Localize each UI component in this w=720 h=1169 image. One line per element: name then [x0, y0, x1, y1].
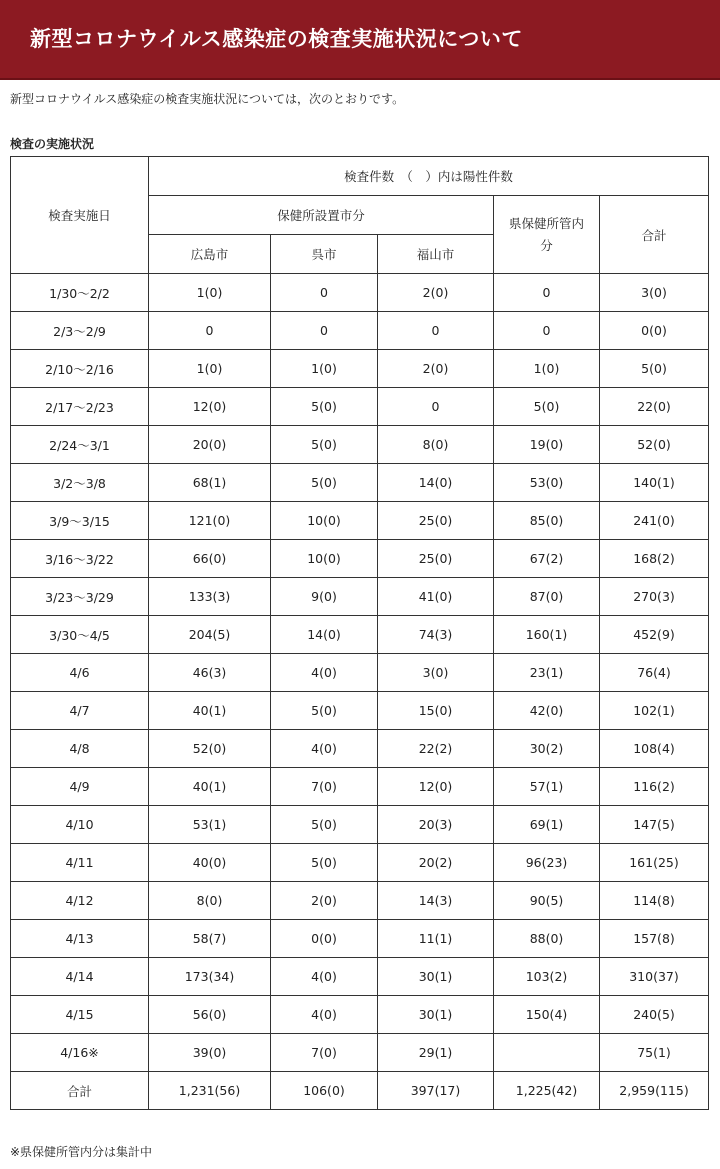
cell-total: 2,959(115) [600, 1072, 709, 1110]
cell-hiroshima: 121(0) [149, 502, 271, 540]
cell-hiroshima: 56(0) [149, 996, 271, 1034]
cell-pref [494, 1034, 600, 1072]
cell-date: 4/16※ [11, 1034, 149, 1072]
cell-pref: 96(23) [494, 844, 600, 882]
cell-hiroshima: 12(0) [149, 388, 271, 426]
cell-hiroshima: 20(0) [149, 426, 271, 464]
cell-date: 4/13 [11, 920, 149, 958]
cell-kure: 4(0) [271, 996, 378, 1034]
cell-hiroshima: 1,231(56) [149, 1072, 271, 1110]
cell-total: 76(4) [600, 654, 709, 692]
table-row [11, 502, 709, 540]
cell-date: 合計 [11, 1072, 149, 1110]
cell-date: 4/11 [11, 844, 149, 882]
cell-fukuyama: 25(0) [378, 502, 494, 540]
cell-hiroshima: 40(1) [149, 692, 271, 730]
table-row [11, 958, 709, 996]
cell-total: 452(9) [600, 616, 709, 654]
header-row-1 [11, 157, 709, 196]
cell-fukuyama: 0 [378, 312, 494, 350]
cell-pref: 160(1) [494, 616, 600, 654]
cell-pref: 0 [494, 274, 600, 312]
cell-kure: 5(0) [271, 844, 378, 882]
header-pref [494, 196, 600, 274]
header-fukuyama: 福山市 [378, 235, 494, 274]
cell-total: 108(4) [600, 730, 709, 768]
cell-fukuyama: 30(1) [378, 958, 494, 996]
cell-date: 3/2～3/8 [11, 464, 149, 502]
cell-kure: 7(0) [271, 1034, 378, 1072]
table-row [11, 616, 709, 654]
table-row [11, 312, 709, 350]
cell-fukuyama: 2(0) [378, 350, 494, 388]
cell-fukuyama: 12(0) [378, 768, 494, 806]
header-date: 検査実施日 [11, 157, 149, 274]
table-row [11, 768, 709, 806]
table-row [11, 654, 709, 692]
cell-hiroshima: 66(0) [149, 540, 271, 578]
cell-fukuyama: 11(1) [378, 920, 494, 958]
cell-kure: 9(0) [271, 578, 378, 616]
page-header [0, 0, 720, 80]
cell-kure: 0 [271, 274, 378, 312]
cell-fukuyama: 8(0) [378, 426, 494, 464]
cell-total: 116(2) [600, 768, 709, 806]
header-total: 合計 [600, 196, 709, 274]
cell-pref: 87(0) [494, 578, 600, 616]
section-heading: 検査の実施状況 [10, 137, 95, 151]
cell-pref: 23(1) [494, 654, 600, 692]
cell-date: 1/30～2/2 [11, 274, 149, 312]
cell-total: 0(0) [600, 312, 709, 350]
total-row [11, 1072, 709, 1110]
cell-hiroshima: 1(0) [149, 274, 271, 312]
cell-date: 2/17～2/23 [11, 388, 149, 426]
table-row [11, 996, 709, 1034]
cell-kure: 1(0) [271, 350, 378, 388]
cell-pref: 103(2) [494, 958, 600, 996]
table-row [11, 844, 709, 882]
cell-hiroshima: 53(1) [149, 806, 271, 844]
header-city-group: 保健所設置市分 [149, 196, 494, 235]
cell-pref: 1(0) [494, 350, 600, 388]
cell-kure: 4(0) [271, 958, 378, 996]
cell-pref: 0 [494, 312, 600, 350]
table-row [11, 578, 709, 616]
cell-kure: 5(0) [271, 426, 378, 464]
cell-total: 102(1) [600, 692, 709, 730]
cell-date: 4/7 [11, 692, 149, 730]
table-row [11, 806, 709, 844]
cell-total: 168(2) [600, 540, 709, 578]
table-row [11, 464, 709, 502]
cell-hiroshima: 0 [149, 312, 271, 350]
cell-pref: 30(2) [494, 730, 600, 768]
cell-kure: 5(0) [271, 464, 378, 502]
cell-kure: 106(0) [271, 1072, 378, 1110]
cell-pref: 1,225(42) [494, 1072, 600, 1110]
cell-kure: 5(0) [271, 388, 378, 426]
cell-fukuyama: 0 [378, 388, 494, 426]
cell-kure: 10(0) [271, 502, 378, 540]
header-pref-label: 県保健所管内分 [508, 215, 584, 253]
cell-date: 2/10～2/16 [11, 350, 149, 388]
cell-hiroshima: 40(1) [149, 768, 271, 806]
cell-fukuyama: 2(0) [378, 274, 494, 312]
cell-date: 3/23～3/29 [11, 578, 149, 616]
cell-date: 3/16～3/22 [11, 540, 149, 578]
cell-fukuyama: 29(1) [378, 1034, 494, 1072]
header-hiroshima: 広島市 [149, 235, 271, 274]
cell-fukuyama: 20(3) [378, 806, 494, 844]
cell-date: 4/6 [11, 654, 149, 692]
cell-kure: 0 [271, 312, 378, 350]
table-row [11, 920, 709, 958]
cell-hiroshima: 39(0) [149, 1034, 271, 1072]
cell-total: 5(0) [600, 350, 709, 388]
cell-date: 4/15 [11, 996, 149, 1034]
testing-status-table [10, 156, 709, 1110]
cell-total: 157(8) [600, 920, 709, 958]
cell-kure: 2(0) [271, 882, 378, 920]
cell-date: 3/30～4/5 [11, 616, 149, 654]
cell-total: 22(0) [600, 388, 709, 426]
cell-kure: 4(0) [271, 654, 378, 692]
cell-hiroshima: 40(0) [149, 844, 271, 882]
cell-pref: 150(4) [494, 996, 600, 1034]
header-kure: 呉市 [271, 235, 378, 274]
cell-kure: 5(0) [271, 692, 378, 730]
cell-hiroshima: 8(0) [149, 882, 271, 920]
cell-kure: 7(0) [271, 768, 378, 806]
cell-date: 4/8 [11, 730, 149, 768]
cell-fukuyama: 14(0) [378, 464, 494, 502]
table-row [11, 692, 709, 730]
cell-total: 241(0) [600, 502, 709, 540]
cell-date: 4/10 [11, 806, 149, 844]
table-row [11, 274, 709, 312]
table-row [11, 882, 709, 920]
cell-total: 240(5) [600, 996, 709, 1034]
cell-kure: 10(0) [271, 540, 378, 578]
cell-pref: 90(5) [494, 882, 600, 920]
cell-pref: 88(0) [494, 920, 600, 958]
page-title: 新型コロナウイルス感染症の検査実施状況について [30, 27, 523, 51]
cell-kure: 0(0) [271, 920, 378, 958]
cell-pref: 19(0) [494, 426, 600, 464]
cell-total: 270(3) [600, 578, 709, 616]
header-count-title: 検査件数 （ ）内は陽性件数 [149, 157, 709, 196]
table-row [11, 426, 709, 464]
table-row [11, 540, 709, 578]
cell-total: 114(8) [600, 882, 709, 920]
cell-total: 3(0) [600, 274, 709, 312]
intro-text: 新型コロナウイルス感染症の検査実施状況については，次のとおりです。 [10, 92, 405, 106]
cell-hiroshima: 133(3) [149, 578, 271, 616]
cell-fukuyama: 41(0) [378, 578, 494, 616]
cell-fukuyama: 3(0) [378, 654, 494, 692]
cell-kure: 5(0) [271, 806, 378, 844]
cell-hiroshima: 68(1) [149, 464, 271, 502]
cell-hiroshima: 173(34) [149, 958, 271, 996]
cell-total: 147(5) [600, 806, 709, 844]
footnote: ※県保健所管内分は集計中 [10, 1145, 153, 1159]
table-row [11, 1034, 709, 1072]
cell-pref: 42(0) [494, 692, 600, 730]
cell-date: 2/24～3/1 [11, 426, 149, 464]
cell-date: 4/12 [11, 882, 149, 920]
cell-date: 2/3～2/9 [11, 312, 149, 350]
cell-hiroshima: 1(0) [149, 350, 271, 388]
cell-fukuyama: 74(3) [378, 616, 494, 654]
cell-pref: 67(2) [494, 540, 600, 578]
cell-fukuyama: 397(17) [378, 1072, 494, 1110]
cell-fukuyama: 22(2) [378, 730, 494, 768]
cell-fukuyama: 25(0) [378, 540, 494, 578]
cell-total: 75(1) [600, 1034, 709, 1072]
cell-hiroshima: 52(0) [149, 730, 271, 768]
table-row [11, 350, 709, 388]
cell-fukuyama: 15(0) [378, 692, 494, 730]
cell-total: 161(25) [600, 844, 709, 882]
cell-date: 4/9 [11, 768, 149, 806]
cell-total: 140(1) [600, 464, 709, 502]
cell-hiroshima: 204(5) [149, 616, 271, 654]
cell-pref: 85(0) [494, 502, 600, 540]
table-row [11, 730, 709, 768]
cell-kure: 4(0) [271, 730, 378, 768]
cell-pref: 57(1) [494, 768, 600, 806]
cell-fukuyama: 30(1) [378, 996, 494, 1034]
table-row [11, 388, 709, 426]
cell-pref: 5(0) [494, 388, 600, 426]
cell-pref: 53(0) [494, 464, 600, 502]
cell-fukuyama: 20(2) [378, 844, 494, 882]
cell-date: 3/9～3/15 [11, 502, 149, 540]
cell-date: 4/14 [11, 958, 149, 996]
cell-total: 52(0) [600, 426, 709, 464]
cell-hiroshima: 58(7) [149, 920, 271, 958]
cell-total: 310(37) [600, 958, 709, 996]
cell-pref: 69(1) [494, 806, 600, 844]
cell-kure: 14(0) [271, 616, 378, 654]
cell-hiroshima: 46(3) [149, 654, 271, 692]
cell-fukuyama: 14(3) [378, 882, 494, 920]
